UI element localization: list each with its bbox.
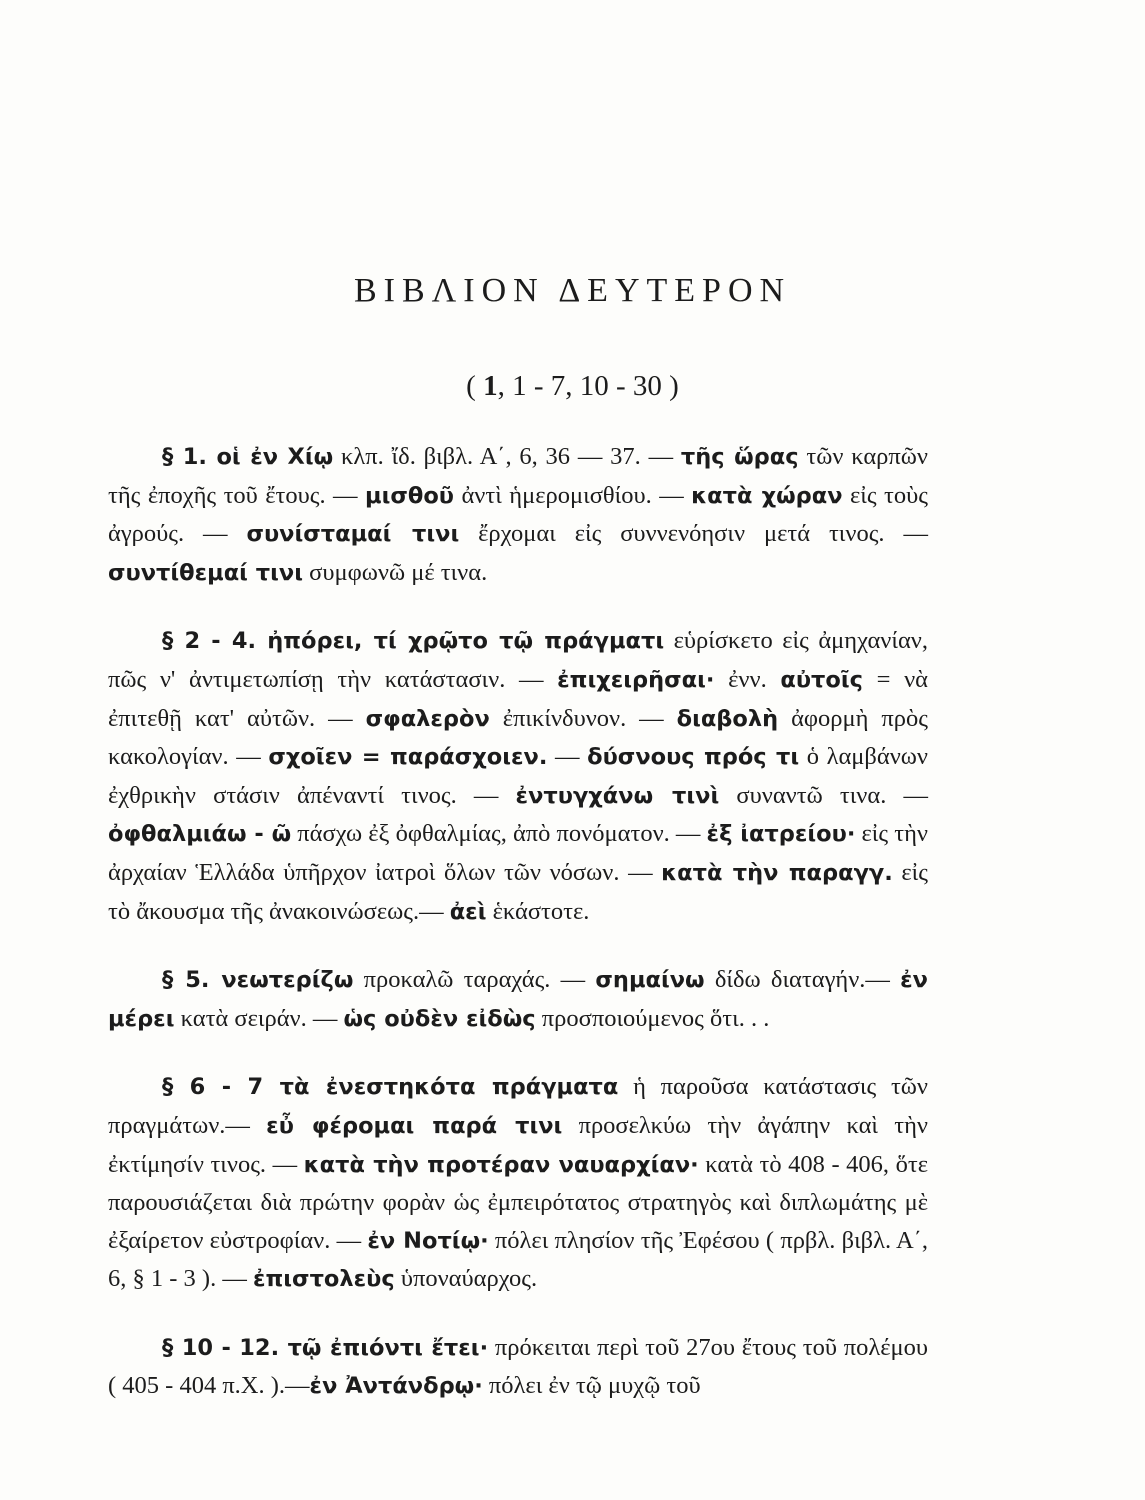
lemma-term: κατὰ χώραν [691,482,843,509]
lemma-term: σημαίνω [595,967,705,994]
chapter-range-open: ( [466,370,484,402]
lemma-term: § 5. [162,967,222,994]
gloss-text: ἐνν. [714,665,781,693]
gloss-text: = νὰ ἐπιτεθῇ κατ' αὐτῶν. — [108,665,928,732]
lemma-term: § 1. [162,444,217,470]
gloss-text: συναντῶ τινα. — [719,781,929,809]
lemma-term: ἐπιχειρῆσαι· [557,666,715,693]
gloss-text: εἰς τοὺς ἀγρούς. — [108,481,928,548]
gloss-text: προσελκύω τὴν ἀγάπην καὶ τὴν ἐκτίμησίν τινος. — [108,1111,928,1178]
gloss-text: ἑκάστοτε. [486,897,590,925]
chapter-range-bold: 1 [483,370,498,402]
lemma-term: ἐν Νοτίῳ· [367,1227,489,1254]
lemma-term: μισθοῦ [365,482,454,509]
lemma-term: κατὰ τὴν προτέραν ναυαρχίαν· [303,1151,699,1178]
lemma-term: ἐν Ἀντάνδρῳ· [309,1373,483,1400]
lemma-term: ἐντυγχάνω τινὶ [515,782,720,809]
lemma-term: ἐπιστολεὺς [252,1266,395,1293]
gloss-text: ἔρχομαι εἰς συννενόησιν μετά τινος. — [459,520,928,548]
lemma-term: αὐτοῖς [780,666,863,693]
gloss-text: πόλει ἐν τῷ μυχῷ τοῦ [482,1372,701,1400]
paragraph-section-1 [108,438,928,592]
gloss-text: πρόκειται περὶ τοῦ 27ου ἔτους τοῦ πολέμου ( 405 - 404 π.Χ. ).— [108,1333,929,1400]
lemma-term: ἀεὶ [449,898,487,925]
lemma-term: τῆς ὥρας [680,444,799,470]
book-title: ΒΙΒΛΙΟΝ ΔΕΥΤΕΡΟΝ [353,272,792,309]
gloss-text: εἰς τὸ ἄκουσμα τῆς ἀνακοινώσεως.— [108,858,928,925]
paragraph-section-5 [108,961,928,1038]
lemma-term: διαβολὴ [676,705,779,732]
gloss-text: ἀντὶ ἡμερομισθίου. — [453,481,692,509]
lemma-term: κατὰ τὴν παραγγ. [661,859,893,886]
lemma-term: ἐξ ἰατρείου· [706,821,856,848]
lemma-term: δύσνους πρός τι [587,744,800,771]
chapter-range [0,370,1145,403]
paragraph-section-6-7 [108,1068,928,1299]
gloss-text: — [547,743,588,771]
gloss-text: εὑρίσκετο εἰς ἀμηχανίαν, πῶς ν' ἀντιμετωπίσῃ τὴν κατάστασιν. — [108,627,928,693]
lemma-term: ἐν μέρει [108,967,929,1032]
paragraph-section-10-12 [108,1329,928,1406]
gloss-text: ἡ παροῦσα κατάστασις τῶν πραγμάτων.— [108,1073,928,1139]
lemma-term: § 6 - 7 [162,1074,280,1101]
lemma-term: § 2 - 4. [162,628,268,655]
lemma-term: τὰ ἐνεστηκότα πράγματα [279,1074,619,1101]
gloss-text: προκαλῶ ταραχάς. — [353,966,596,994]
lemma-term: σχοῖεν = παράσχοιεν. [268,744,548,771]
lemma-term: ὡς οὐδὲν εἰδὼς [343,1005,536,1032]
lemma-term: οἱ ἐν Χίῳ [216,444,334,470]
lemma-term: συντίθεμαί τινι [108,559,303,586]
gloss-text: τῶν καρπῶν τῆς ἐποχῆς τοῦ ἔτους. — [108,443,928,509]
lemma-term: ὀφθαλμιάω - ῶ [108,821,292,848]
lemma-term: νεωτερίζω [221,967,354,994]
gloss-text: πάσχω ἐξ ὀφθαλμίας, ἀπὸ πονόματον. — [291,820,707,848]
gloss-text: δίδω διαταγήν.— [704,966,901,994]
commentary-body [108,438,928,1436]
gloss-text: ὁ λαμβάνων ἐχθρικὴν στάσιν ἀπέναντί τινος. — [108,743,928,809]
lemma-term: § 10 - 12. [162,1334,288,1361]
gloss-text: πόλει πλησίον τῆς Ἐφέσου ( πρβλ. βιβλ. Α΄, 6, § 1 - 3 ). — [108,1226,929,1293]
gloss-text: συμφωνῶ μέ τινα. [303,558,488,586]
lemma-term: συνίσταμαί τινι [246,521,460,548]
gloss-text: ὑποναύαρχος. [394,1265,538,1293]
gloss-text: ἐπικίνδυνον. — [489,704,677,732]
gloss-text: κατὰ τὸ 408 - 406, ὅτε παρουσιάζεται διὰ πρώτην φορὰν ὡς ἐμπειρότατος στρατηγὸς καὶ διπλωμάτης μὲ ἐξαίρετον εὐστροφίαν. — [108,1150,928,1254]
chapter-range-rest: , 1 - 7, 10 - 30 ) [497,370,679,402]
gloss-text: προσποιούμενος ὅτι. . . [535,1004,770,1032]
gloss-text: ἀφορμὴ πρὸς κακολογίαν. — [108,704,928,771]
lemma-term: σφαλερὸν [365,705,490,732]
lemma-term: εὖ φέρομαι παρά τινι [266,1112,563,1139]
gloss-text: κατὰ σειράν. — [174,1004,344,1032]
gloss-text: εἰς τὴν ἀρχαίαν Ἑλλάδα ὑπῆρχον ἰατροὶ ὅλων τῶν νόσων. — [108,820,928,886]
lemma-term: ἠπόρει, τί χρῷτο τῷ πράγματι [267,628,665,655]
lemma-term: τῷ ἐπιόντι ἔτει· [287,1334,489,1361]
paragraph-section-2-4 [108,622,928,931]
gloss-text: κλπ. ἴδ. βιβλ. Α΄, 6, 36 — 37. — [333,443,681,470]
